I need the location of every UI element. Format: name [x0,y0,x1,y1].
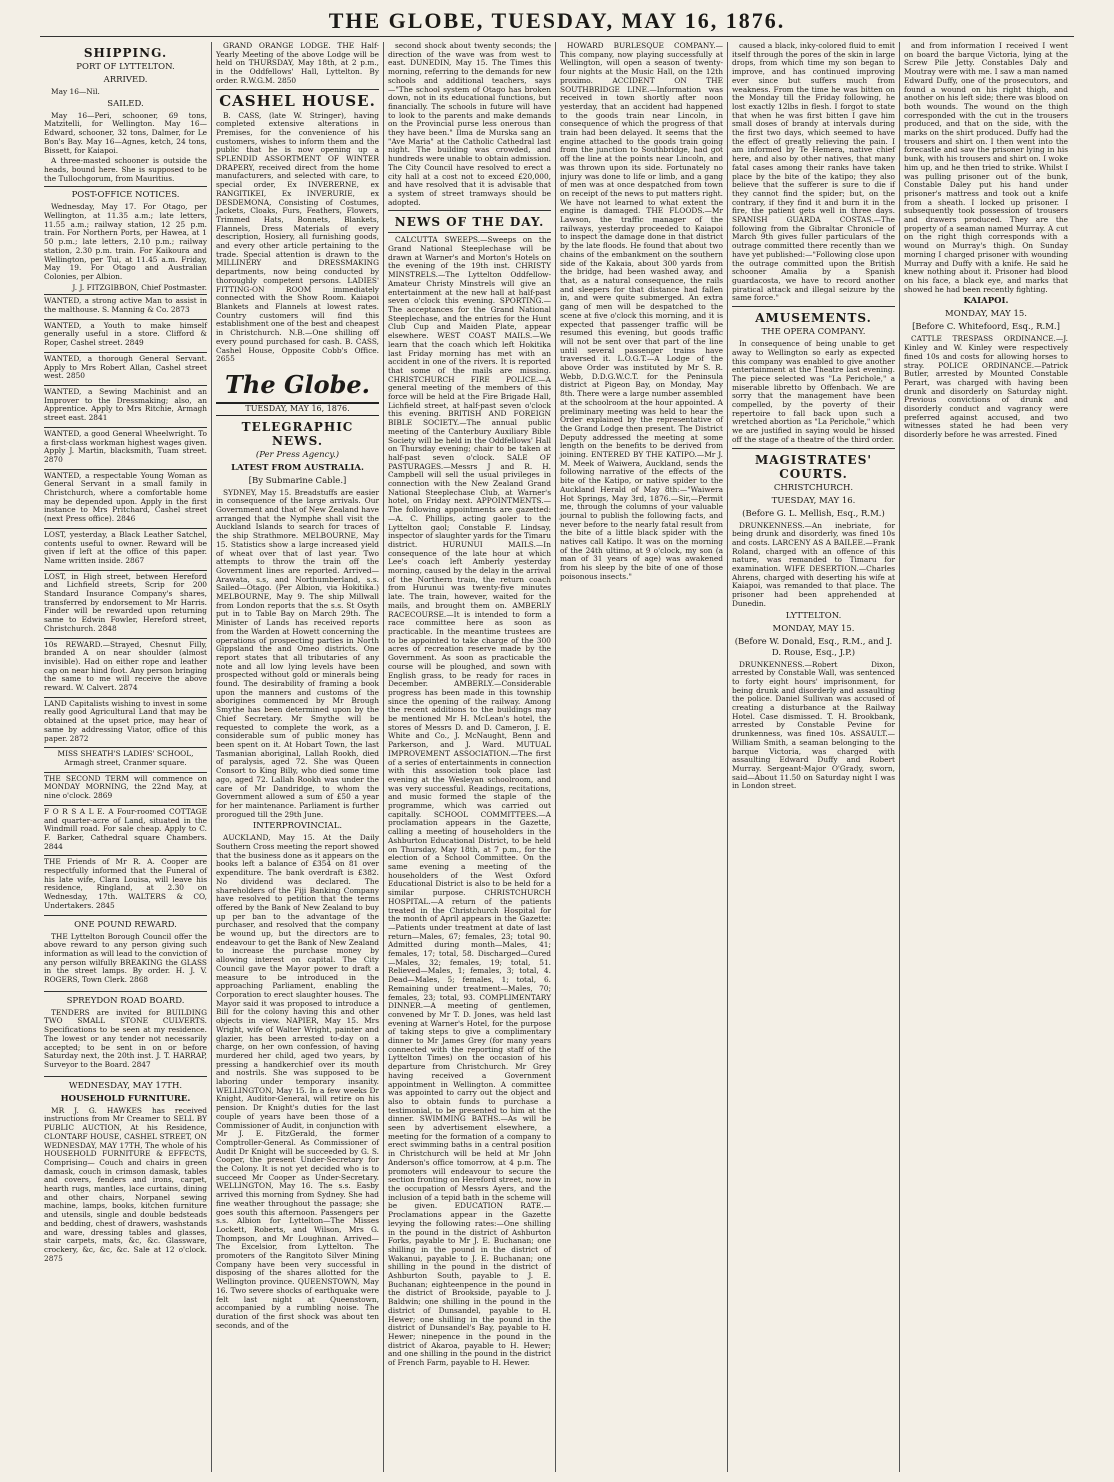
spreydon-heading: SPREYDON ROAD BOARD. [66,995,185,1006]
opera-text: In consequence of being unable to get away to Wellington so early as expected this company was enabled to give another entertainment at the Theatre last evening. The piece selected was "La Perichole," a miserable libretto by Offenbach. We are sorry that the management have been compelled, by the poverty of their repertoire to fall back upon such a wretched abortion as "La Perichole," which we are justified in saying would be hissed off the stage of a theatre of the third order. [732,339,895,444]
lyttelton-before: (Before W. Donald, Esq., R.M., and J. D. Rouse, Esq., J.P.) [734,636,893,658]
classified-ad: LOST, in High street, between Hereford and Lichfield streets, Scrip for 200 Standard Insurance Company's shares, transferred by endorsement to Mr Harris. Finder will be rewarded upon returning same to Edwin Fowler, Hereford street, Christchurch. 2848 [44,570,207,636]
classified-ad: WANTED, a Sewing Machinist and an Improver to the Dressmaking; also, an Apprentice. Apply to Mrs Ritchie, Armagh street east. 2841 [44,385,207,425]
classified-ad: WANTED, a thorough General Servant. Apply to Mrs Robert Allan, Cashel street west. 2850 [44,352,207,383]
orange-lodge-notice: GRAND ORANGE LODGE. THE Half-Yearly Meeting of the above Lodge will be held on THURSDAY, May 18th, at 2 p.m., in the Oddfellows' Hall, Lyttelton. By order. R.W.G.M. 2850 [216,42,379,85]
press-agency-line: (Per Press Agency.) [255,449,340,460]
christchurch-heading: CHRISTCHURCH. [773,482,854,493]
divider [388,210,551,211]
divider [44,186,207,187]
column-3-text: second shock about twenty seconds; the direction of the wave was from west to east. DUNEDIN, May 15. The Times this morning, referring to the demands for new schools and additional teachers, says—"The school system of Otago has broken down, not in its educational functions, but financially. The schools in future will have to look to the parents and make demands on the Provincial purse less onerous than they have been." Ilma de Murska sang an "Ave Maria" at the Catholic Cathedral last night. The building was crowded, and hundreds were unable to obtain admission. The City Council have resolved to erect a city hall at a cost not to exceed £20,000, and have resolved that it is advisable that a system of street tramways should be adopted. [388,42,551,207]
interprovincial-heading: INTERPROVINCIAL. [252,821,343,832]
post-office-signature: J. J. FITZGIBBON, Chief Postmaster. [72,282,207,292]
news-of-the-day-text: CALCUTTA SWEEPS.—Sweeps on the Grand National Steeplechase will be drawn at Warner's and Morton's Hotels on the evening of the 19th inst. CHRISTY MINSTRELS.—The Lyttelton Oddfellow-Amateur Christy Minstrels will give an entertainment at the new hall at half-past seven o'clock this evening. SPORTING.—The acceptances for the Grand National Steeplechase, and the entries for the Hunt Club Cup and Maiden Plate, appear elsewhere. WEST COAST MAILS.—We learn that the coach which left Hokitika last Friday morning has met with an accident in one of the rivers. It is reported that some of the mails are missing. CHRISTCHURCH FIRE POLICE.—A general meeting of the members of this force will be held at the Fire Brigade Hall, Lichfield street, at half-past seven o'clock this evening. BRITISH AND FOREIGN BIBLE SOCIETY.—The annual public meeting of the Canterbury Auxiliary Bible Society will be held in the Oddfellows' Hall on Thursday evening; chair to be taken at half-past seven o'clock. SALE OF PASTURAGES.—Messrs J and R. H. Campbell will sell the usual privileges in connection with the New Zealand Grand National Steeplechase Club, at Warner's hotel, on Friday next. APPOINTMENTS.—The following appointments are gazetted:—A. C. Phillips, acting gaoler to the Lyttelton gaol; Constable F. Lindsay, inspector of slaughter yards for the Timaru district. HURUNUI MAILS.—In consequence of the late hour at which Lee's coach left Amberly yesterday morning, caused by the delay in the arrival of the Northern train, the return coach from Hurunui was twenty-five minutes late. The train, however, waited for the mails, and brought them on. AMBERLY RACECOURSE.—It is intended to form a race committee here as soon as practicable. In the meantime trustees are to be appointed to take charge of the 300 acres of recreation reserve made by the Government. As soon as practicable the course will be ploughed, and sown with English grass, to be ready for races in December. AMBERLY.—Considerable progress has been made in this township since the opening of the railway. Among the recent additions to the buildings may be mentioned Mr H. McLean's hotel, the stores of Messrs D. and D. Cameron, J. E. White and Co., J. McNaught, Benn and Parkerson, and J. Ward. MUTUAL IMPROVEMENT ASSOCIATION.—The first of a series of entertainments in connection with this association took place last evening at the Wesleyan schoolroom, and was very successful. Readings, recitations, and music formed the staple of the programme, which was carried out capitally. SCHOOL COMMITTEES.—A proclamation appears in the Gazette, calling a meeting of householders in the Ashburton Educational District, to be held on Thursday, May 18th, at 7 p.m., for the election of a School Committee. On the same evening a meeting of the householders of the West Oxford Educational District is also to be held for a similar purpose. CHRISTCHURCH HOSPITAL.—A return of the patients treated in the Christchurch Hospital for the month of April appears in the Gazette:—Patients under treatment at date of last return—Males, 67; females, 23; total 90. Admitted during month—Males, 41; females, 17; total, 58. Discharged—Cured—Males, 32; females, 19; total, 51. Relieved—Males, 1; females, 3; total, 4. Dead—Males, 5; females, 1; total, 6. Remaining under treatment—Males, 70; females, 23; total, 93. COMPLIMENTARY DINNER.—A meeting of gentlemen, convened by Mr T. D. Jones, was held last evening at Warner's Hotel, for the purpose of taking steps to give a complimentary dinner to Mr James Grey (for many years connected with the reporting staff of the Lyttelton Times) on the occasion of his departure from Christchurch. Mr Grey having received a Government appointment in Wellington. A committee was appointed to carry out the object and also to obtain funds to purchase a testimonial, to be presented to him at the dinner. SWIMMING BATHS.—As will be seen by advertisement elsewhere, a meeting for the formation of a company to erect swimming baths in a central position in Christchurch will be held at Mr John Anderson's office tomorrow, at 4 p.m. The promoters will endeavour to secure the section fronting on Hereford street, now in the occupation of Messrs Ayers, and the inclusion of a tepid bath in the scheme will be given. EDUCATION RATE.—Proclamations appear in the Gazette levying the following rates:—One shilling in the pound in the district of Ashburton Forks, payable to Mr J. E. Buchanan; one shilling in the pound in the district of Wakanui, payable to J. E. Buchanan; one shilling in the pound in the district of Ashburton South, payable to J. E. Buchanan; eighteenpence in the pound in the district of Brookside, payable to J. Baldwin; one shilling in the pound in the district of Dunsandel, payable to H. Hewer; one shilling in the pound in the district of Dunsandel's Bay, payable to H. Hewer; ninepence in the pound in the district of Akaroa, payable to H. Hewer; and one shilling in the pound in the district of French Farm, payable to H. Hewer. [388,235,551,1368]
column-1 [40,42,212,1472]
furniture-heading: HOUSEHOLD FURNITURE. [60,1093,191,1104]
auction-date-heading: WEDNESDAY, MAY 17TH. [68,1080,183,1091]
kaiapoi-court-text: CATTLE TRESPASS ORDINANCE.—J. Kinley and W. Kinley were respectively fined 10s and costs for allowing horses to stray. POLICE ORDINANCE.—Patrick Butler, arrested by Mounted Constable Perart, was charged with having been drunk and disorderly on Saturday night. Previous convictions of drunk and disorderly conduct and vagrancy were preferred against accused, and two witnesses stated he had been very disorderly before he was arrested. Fined [904,334,1068,440]
classified-ad: F O R S A L E. A Four-roomed COTTAGE and quarter-acre of Land, situated in the Windmill road. For sale cheap. Apply to C. F. Barker, Cathedral square Chambers. 2844 [44,805,207,854]
kaiapoi-date: MONDAY, MAY 15. [945,309,1027,320]
classified-ad: THE Friends of Mr R. A. Cooper are respectfully informed that the Funeral of his late wife, Clara Louisa, will leave his residence, Ringland, at 2.30 on Wednesday, 17th. WALTERS & CO, Undertakers. 2845 [44,855,207,912]
christchurch-date: TUESDAY, MAY 16. [771,495,856,506]
interprovincial-news: AUCKLAND, May 15. At the Daily Southern Cross meeting the report showed that the business done as it appears on the books left a balance of £354 on 81 over expenditure. The bank overdraft is £382. No dividend was declared. The shareholders of the Fiji Banking Company have resolved to petition that the terms offered by the Bank of New Zealand to buy up per ban to the advantage of the purchaser, and resolved that the company be wound up, but the directors are to endeavour to get the Bank of New Zealand to increase the purchase money by allowing interest on capital. The City Council gave the Mayor power to draft a measure to be introduced in the approaching Parliament, enabling the Corporation to erect slaughter houses. The Mayor said it was proposed to introduce a Bill for the colony having this and other objects in view. NAPIER, May 15. Mrs Wright, wife of Walter Wright, painter and glazier, has been arrested to-day on a charge, on her own confession, of having murdered her child, aged two years, by pressing a handkerchief over its mouth and nostrils. She was supposed to be laboring under temporary insanity. WELLINGTON, May 15. In a few weeks Dr Knight, Auditor-General, will retire on his pension. Dr Knight's duties for the last couple of years have been those of a Commissioner of Audit, in conjunction with Mr J. E. FitzGerald, the former Comptroller-General. As Commissioner of Audit Dr Knight will be succeeded by G. S. Cooper, the present Under-Secretary for the Colony. It is not yet decided who is to succeed Mr Cooper as Under-Secretary. WELLINGTON, May 16. The s.s. Easby arrived this morning from Sydney. She had fine weather throughout the passage; she goes south this afternoon. Passengers per s.s. Albion for Lyttelton—The Misses Lockett, Roberts, and Wilson, Mrs G. Thompson, and Mr Loughnan. Arrived—The Excelsior, from Lyttelton. The promoters of the Rangitoto Silver Mining Company have been very successful in disposing of the shares allotted for the Wellington province. QUEENSTOWN, May 16. Two severe shocks of earthquake were felt last night at Queenstown, accompanied by a rumbling noise. The duration of the first shock was about ten seconds, and of the [216,833,379,1330]
post-office-text: Wednesday, May 17. For Otago, per Wellington, at 11.35 a.m.; late letters, 11.55 a.m.; railway station, 12 25 p.m. train. For Northern Ports, per Hawea, at 1 50 p.m.; late letters, 2.10 p.m.; railway station, 2.30 p.m. train. For Kaikoura and Wellington, per Tui, at 11.45 a.m. Friday, May 19. For Otago and Australian Colonies, per Albion. [44,202,207,281]
classified-ad: 10s REWARD.—Strayed, Chesnut Filly, branded A on near shoulder (almost invisible). Had on either rope and leather cap on near hind foot. Any person bringing the same to me will receive the above reward. W. Calvert. 2874 [44,638,207,695]
classified-ad: WANTED, a good General Wheelwright. To a first-class workman highest wages given. Apply J. Martin, blacksmith, Tuam street. 2870 [44,427,207,467]
masthead [0,0,1114,40]
australia-heading: LATEST FROM AUSTRALIA. [231,462,364,473]
arrived-text: May 16—Nil. [51,87,100,96]
column-6-text: and from information I received I went on board the barque Victoria, lying at the Screw Pile Jetty. Constables Daly and Moutray were with me. I saw a man named Edward Duffy, one of the prosecutors, and found a wound on his right thigh, and another on his left side; there was blood on both wounds. The wound on the thigh corresponded with the cut in the trousers produced, and that on the side, with the marks on the shirt produced. Duffy had the trousers and shirt on. I then went into the forecastle and saw the prisoner lying in his bunk, with his trousers and shirt on. I woke him up, and he then tried to strike. Whilst I was pulling prisoner out of the bunk, Constable Daley put his hand under prisoner's mattress and took out a knife from a sheath. I locked up prisoner. I subsequently took possession of trousers and drawers produced. They are the property of a seaman named Murray. A cut on the right thigh corresponds with a wound on Murray's thigh. On Sunday morning I charged prisoner with wounding Murray and Duffy with a knife. He said he knew nothing about it. Prisoner had blood on his face, a black eye, and marks that showed he had been recently fighting. [904,42,1068,294]
divider [216,89,379,90]
australia-news: SYDNEY, May 15. Breadstuffs are easier in consequence of the large arrivals. Our Government and that of New Zealand have arranged that the Nymphe shall visit the Auckland Islands to search for traces of the ship Strathmore. MELBOURNE, May 15. Statistics show a large increased yield of wheat over that of last year. Two attempts to throw the train off the Government lines are reported. Arrived—Arawata, s.s, and Northumberland, s.s. Sailed—Otago. (Per Albion, via Hokitika.) MELBOURNE, May 9. The ship Millwall from London reports that the s.s. St Osyth put in to Table Bay on March 29th. The Minister of Lands has received reports from the Warden at Howett concerning the operations of prospecting parties in North Gippsland the and Omeo districts. One report states that all tributaries of any note and all low lying levels have been prospected without gold or minerals being found. The desirability of framing a book upon the manners and customs of the aborigines commenced by Mr Brough Smythe has been determined upon by the Chief Secretary. Mr Smythe will be requested to complete the work, as a considerable sum of public money has been spent on it. At Hobart Town, the last Tasmanian aboriginal, Lallah Rookh, died of paralysis, aged 72. She was Queen Consort to King Billy, who died some time ago, aged 72. Lallah Rookh was under the care of Mr Dandridge, to whom the Government allowed a sum of £50 a year for her maintenance. Parliament is further prorogued till the 29th June. [216,487,379,819]
divider [732,306,895,307]
lyttelton-court-text: DRUNKENNESS.—Robert Dixon, arrested by Constable Wall, was sentenced to forty eight hours' imprisonment, for being drunk and disorderly and assaulting the police. Daniel Sullivan was accused of creating a disturbance at the Railway Hotel. Case dismissed. T. H. Brookbank, arrested by Constable Pevine for drunkenness, was fined 10s. ASSAULT.—William Smith, a seaman belonging to the barque Victoria, was charged with assaulting Edward Duffy and Robert Murray. Sergeant-Major O'Grady, sworn, said—About 11.50 on Saturday night I was in London street. [732,659,895,791]
sailed-text: May 16—Peri, schooner, 69 tons, Matzitelli, for Wellington. May 16—Edward, schooner, 32 tons, Dalmer, for Le Bon's Bay. May 16—Agnes, ketch, 24 tons, Bissett, for Kaiapoi. [44,110,207,155]
column-3 [384,42,556,1472]
lyttelton-heading: LYTTELTON. [785,610,842,621]
cashel-house-heading: CASHEL HOUSE. [219,91,376,110]
classified-ad: WANTED, a respectable Young Woman as General Servant in a small family in Christchurch, where a comfortable home may be depended upon. Apply in the first instance to Mrs Pritchard, Cashel street (next Press office). 2846 [44,469,207,526]
classified-ad: MISS SHEATH'S LADIES' SCHOOL, Armagh street, Cranmer square. [44,747,207,769]
reward-heading: ONE POUND REWARD. [74,919,177,930]
newspaper-title: THE GLOBE, TUESDAY, MAY 16, 1876. [328,8,786,33]
column-6 [900,42,1072,1472]
column-4-text: HOWARD BURLESQUE COMPANY.—This company, now playing successfully at Wellington, will open a season of twenty-four nights at the Music Hall, on the 12th proximo. ACCIDENT ON THE SOUTHBRIDGE LINE.—Information was received in town shortly after noon yesterday, that an accident had happened to the goods train near Lincoln, in consequence of which the progress of that train had been delayed. It seems that the engine attached to the goods train going from the junction to Southbridge, had got off the line at the points near Lincoln, and was thrown upon its side. Fortunately no injury was done to life or limb, and a gang of men was at once despatched from town on receipt of the news to put matters right. We have not learned to what extent the engine is damaged. THE FLOODS.—Mr Lawson, the traffic manager of the railways, yesterday proceeded to Kaiapoi to inspect the damage done in that district by the late floods. He found that about two chains of the embankment on the southern side of the Kakaia, about 300 yards from the bridge, had been washed away, and that, as a natural consequence, the rails and sleepers for that distance had fallen in, and were quite submerged. An extra gang of men will be despatched to the scene at five o'clock this morning, and it is expected that passenger traffic will be resumed this evening, but goods traffic will not be sent over that part of the line until several passenger trains have traversed it. L.O.G.T.—A Lodge of the above Order was instituted by Mr S. R. Webb, D.D.G.W.C.T. for the Peninsula district at Pigeon Bay, on Monday, May 8th. There were a large number assembled at the schoolroom at the hour appointed. A preliminary meeting was held to hear the Order explained by the representative of the Grand Lodge then present. The District Deputy addressed the meeting at some length on the benefits to be derived from joining. ENTERED BY THE KATIPO.—Mr J. M. Meek of Waiwera, Auckland, sends the following narrative of the effects of the bite of the Katipo, or native spider to the Auckland Herald of May 8th:—"Waiwera Hot Springs, May 3rd, 1876.—Sir,—Permit me, through the columns of your valuable journal to publish the following facts, and never before to the nearly fatal result from the bite of a little black spider with the natives call Katipo. It was on the morning of the 24th ultimo, at 9 o'clock, my son (a man of 31 years of age) was awakened from his sleep by the bite of one of those poisonous insects." [560,42,723,581]
masthead-rule [40,36,1074,37]
globe-date: TUESDAY, MAY 16, 1876. [216,402,379,416]
spreydon-text: TENDERS are invited for BUILDING TWO SMALL STONE CULVERTS. Specifications to be seen at my residence. The lowest or any tender not necessarily accepted; to be sent in on or before Saturday next, the 20th inst. J. T. HARRAP, Surveyor to the Board. 2847 [44,1007,207,1069]
christchurch-court-text: DRUNKENNESS.—An inebriate, for being drunk and disorderly, was fined 10s and costs. LARCENY AS A BAILEE.—Frank Roland, charged with an offence of this nature, was remanded to Timaru for examination. WIFE DESERTION.—Charles Ahrens, charged with deserting his wife at Kaiapoi, was remanded to that place. The prisoner had been apprehended at Dunedin. [732,520,895,608]
arrived-heading: ARRIVED. [103,75,148,85]
telegraphic-heading: TELEGRAPHIC NEWS. [241,419,354,448]
amusements-heading: AMUSEMENTS. [755,311,872,326]
column-5 [728,42,900,1472]
sailed-heading: SAILED. [107,98,144,109]
post-office-heading: POST-OFFICE NOTICES. [71,190,180,201]
kaiapoi-before: [Before C. Whitefoord, Esq., R.M.] [912,322,1060,333]
news-of-the-day-heading: NEWS OF THE DAY. [394,215,545,230]
divider [732,448,895,449]
shipping-note: A three-masted schooner is outside the heads, bound here. She is supposed to be the Tullochgorum, from Mauritius. [44,156,207,183]
classified-ad: THE SECOND TERM will commence on MONDAY MORNING, the 22nd May, at nine o'clock. 2869 [44,772,207,803]
globe-title: The Globe. [225,369,370,399]
column-2 [212,42,384,1472]
classified-ad: WANTED, a strong active Man to assist in the malthouse. S. Manning & Co. 2873 [44,294,207,316]
reward-text: THE Lyttelton Borough Council offer the above reward to any person giving such information as will lead to the conviction of any person wilfully BREAKING the GLASS in the street lamps. By order. H. J. V. ROGERS, Town Clerk. 2868 [44,931,208,985]
column-4 [556,42,728,1472]
divider [388,232,551,233]
cashel-house-ad: B. CASS, (late W. Stringer), having completed extensive alterations in Premises, for the convenience of his customers, wishes to inform them and the public that he is now opening up a SPLENDID ASSORTMENT OF WINTER DRAPERY, received direct from the home manufacturers, and selected with care, to special order, Ex INVERERNE, ex RANGITIKEI, Ex INVERURIE, ex DESDEMONA, Consisting of Costumes, Jackets, Cloaks, Furs, Feathers, Flowers, Trimmed Hats, Bonnets, Blankets, Flannels, Dress Materials of every description, Hosiery, all furnishing goods, and every other article pertaining to the trade. Special attention is drawn to the MILLINERY and DRESSMAKING departments, now being conducted by thoroughly competent persons. LADIES' FITTING-ON ROOM immediately connected with the Show Room. Kaiapoi Blankets and Flannels at lowest rates. Country customers will find this establishment one of the best and cheapest in Christchurch. N.B.—One shilling off every pound purchased for cash. B. CASS, Cashel House, Opposite Cobb's Office. 2655 [216,110,379,364]
classified-ad: LOST, yesterday, a Black Leather Satchel, contents useful to owner. Reward will be given if left at the office of this paper. Name written inside. 2867 [44,528,207,568]
magistrates-courts-heading: MAGISTRATES' COURTS. [754,452,873,481]
columns [40,42,1074,1472]
column-5-text: caused a black, inky-colored fluid to emit itself through the pores of the skin in large drops, from which time my son began to improve, and has continued improving ever since but suffers much from weakness. From the time he was bitten on the Monday till the Friday following, he lost exactly 12lbs in flesh. I forgot to state that when he was first bitten I gave him small doses of brandy at intervals during the first two days, which seemed to have the effect of greatly relieving the pain. I am informed by Te Hemera, native chief here, and also by other natives, that many fatal cases among their ranks have taken place by the bite of the katipo; they also believe that the sufferer is sure to die if they cannot find the spider; but, on the contrary, if they find it and burn it in the fire, the patient gets well in three days. SPANISH GUARDA COSTAS.—The following from the Gibraltar Chronicle of March 9th gives fuller particulars of the outrage committed there recently than we have yet published:—"Following close upon the outrage committed upon the British schooner Amalia by a Spanish guardacosta, we have to record another piratical attack and illegal seizure by the same force." [732,42,895,303]
kaiapoi-heading: KAIAPOI. [963,296,1009,307]
christchurch-before: (Before G. L. Mellish, Esq., R.M.) [742,508,885,519]
shipping-heading: SHIPPING. [83,46,168,60]
classified-ad: WANTED, a Youth to make himself generally useful in a store. Clifford & Roper, Cashel street. 2849 [44,319,207,350]
furniture-text: MR J. G. HAWKES has received instructions from Mr Creamer to SELL BY PUBLIC AUCTION, At his Residence, CLONTARF HOUSE, CASHEL STREET, ON WEDNESDAY, MAY 17TH, The whole of his HOUSEHOLD FURNITURE & EFFECTS, Comprising— Couch and chairs in green damask, couch in crimson damask, tables and covers, fenders and irons, carpet, hearth rugs, mantles, lace curtains, dining and other chairs, Norpanel sewing machine, lamps, books, kitchen furniture and utensils, single and double bedsteads and bedding, chest of drawers, washstands and ware, dressing tables and glasses, stair carpets, mats, &c, &c. Glassware, crockery, &c, &c, &c. Sale at 12 o'clock. 2875 [44,1105,207,1263]
port-heading: PORT OF LYTTELTON. [76,62,175,72]
cable-line: [By Submarine Cable.] [248,475,347,486]
opera-heading: THE OPERA COMPANY. [761,327,866,338]
classified-ad: LAND Capitalists wishing to invest in some really good Agricultural Land that may be obtained at the upset price, may hear of same by addressing Viator, office of this paper. 2872 [44,697,207,746]
lyttelton-date: MONDAY, MAY 15. [772,623,855,634]
